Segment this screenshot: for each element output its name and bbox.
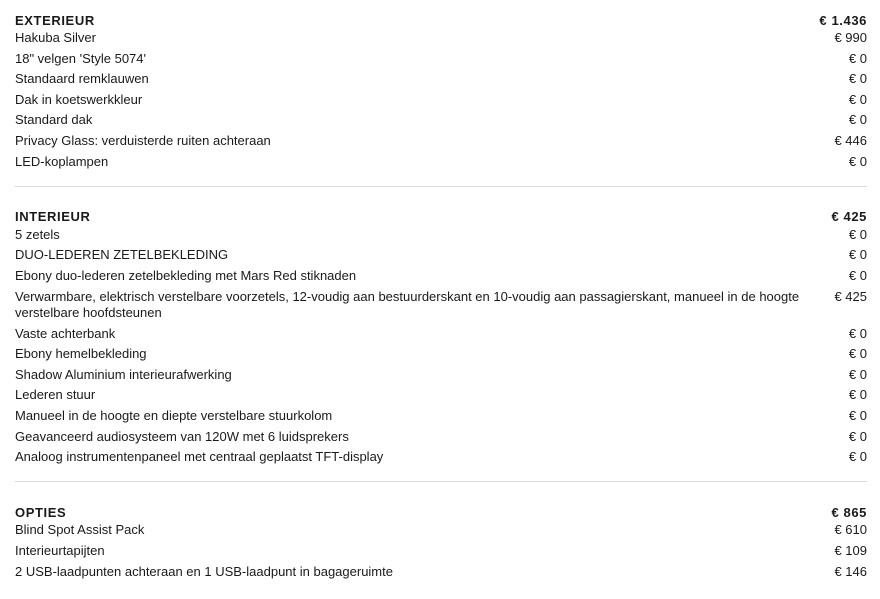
list-item (15, 407, 867, 428)
section-title: OPTIES (15, 504, 67, 520)
item-price: € 0 (848, 50, 867, 66)
item-label: Lederen stuur (15, 387, 96, 403)
item-price: € 0 (848, 153, 867, 169)
list-item (15, 365, 867, 386)
list-item (15, 152, 867, 173)
list-item (15, 132, 867, 153)
list-item (15, 541, 867, 562)
item-price: € 0 (848, 346, 867, 362)
item-label: Shadow Aluminium interieurafwerking (15, 366, 232, 382)
item-label: Analoog instrumentenpaneel met centraal geplaatst TFT-display (15, 449, 384, 465)
item-price: € 109 (834, 542, 867, 558)
item-price: € 0 (848, 408, 867, 423)
list-item (15, 448, 867, 469)
list-item (15, 521, 867, 542)
item-label: Vaste achterbank (15, 325, 116, 341)
item-label: Hakuba Silver (15, 30, 96, 46)
list-item (15, 324, 867, 345)
item-price: € 0 (848, 387, 867, 403)
item-price: € 0 (848, 247, 867, 263)
item-price: € 0 (848, 91, 867, 107)
list-item (15, 90, 867, 111)
item-label: 2 USB-laadpunten achteraan en 1 USB-laadpunt in bagageruimte (15, 563, 393, 579)
item-price: € 425 (834, 288, 867, 304)
item-price: € 0 (848, 366, 867, 382)
list-item (15, 246, 867, 267)
item-label: Privacy Glass: verduisterde ruiten achteraan (15, 133, 271, 149)
item-price: € 610 (834, 522, 867, 538)
list-item (15, 562, 867, 583)
item-label: Ebony duo-lederen zetelbekleding met Mars Red stiknaden (15, 268, 357, 284)
item-label: Manueel in de hoogte en diepte verstelbare stuurkolom (15, 408, 333, 423)
list-item (15, 225, 867, 246)
item-label: DUO-LEDEREN ZETELBEKLEDING (15, 247, 229, 263)
item-price: € 446 (834, 133, 867, 149)
section-divider (15, 186, 867, 187)
section-total: € 1.436 (819, 12, 867, 28)
section-opties (15, 500, 867, 582)
section-exterieur (15, 8, 867, 173)
list-item (15, 345, 867, 366)
item-price: € 0 (848, 226, 867, 242)
section-title: INTERIEUR (15, 209, 91, 225)
list-item (15, 111, 867, 132)
list-item (15, 29, 867, 50)
item-label: Ebony hemelbekleding (15, 346, 147, 362)
item-price: € 990 (834, 30, 867, 46)
section-interieur (15, 205, 867, 469)
item-price: € 0 (848, 428, 867, 444)
item-label: Interieurtapijten (15, 542, 105, 558)
item-label: 5 zetels (15, 226, 60, 242)
item-price: € 0 (848, 325, 867, 341)
list-item (15, 427, 867, 448)
list-item (15, 287, 867, 324)
item-label: 18" velgen 'Style 5074' (15, 50, 147, 66)
item-label: Dak in koetswerkkleur (15, 91, 143, 107)
item-price: € 0 (848, 449, 867, 465)
section-header (15, 8, 867, 29)
list-item (15, 386, 867, 407)
list-item (15, 49, 867, 70)
item-label: Standard dak (15, 112, 93, 128)
section-header (15, 205, 867, 226)
item-price: € 0 (848, 268, 867, 284)
item-label: Standaard remklauwen (15, 71, 149, 87)
section-header (15, 500, 867, 521)
section-divider (15, 481, 867, 482)
item-price: € 0 (848, 71, 867, 87)
list-item (15, 70, 867, 91)
item-label: Blind Spot Assist Pack (15, 522, 145, 538)
item-label: LED-koplampen (15, 153, 109, 169)
list-item (15, 267, 867, 288)
item-label: Verwarmbare, elektrisch verstelbare voorzetels, 12-voudig aan bestuurderskant en 10-voudig aan passagierskant, manueel in de hoogte verstelbare hoofdsteunen (15, 288, 800, 320)
section-title: EXTERIEUR (15, 12, 95, 28)
section-total: € 865 (831, 504, 867, 520)
item-price: € 0 (848, 112, 867, 128)
item-price: € 146 (834, 563, 867, 579)
item-label: Geavanceerd audiosysteem van 120W met 6 luidsprekers (15, 428, 349, 444)
section-total: € 425 (831, 209, 867, 225)
